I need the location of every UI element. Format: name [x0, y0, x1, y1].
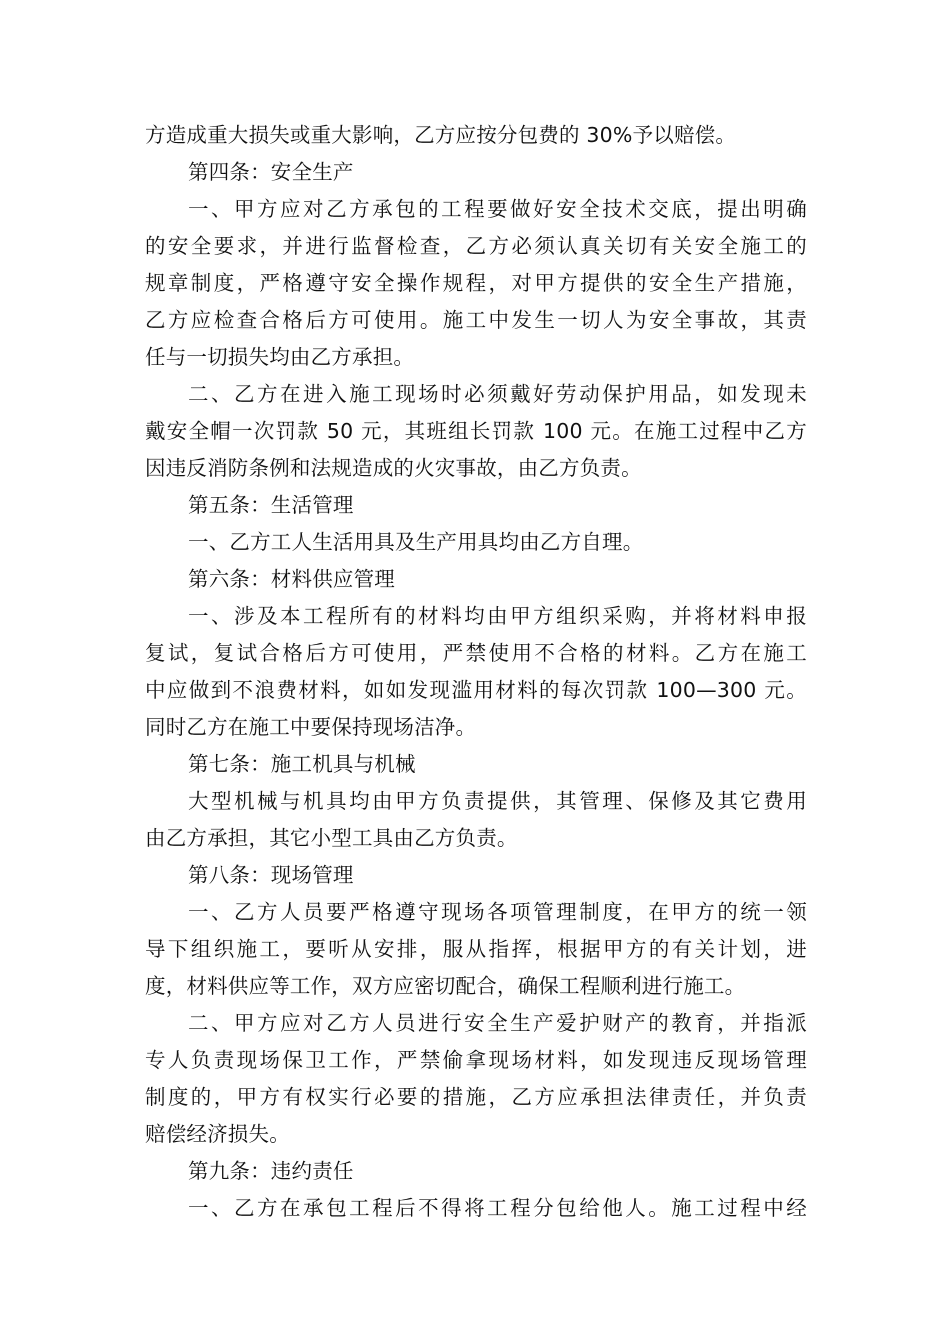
document-page [145, 117, 807, 1227]
text-line: 度，材料供应等工作，双方应密切配合，确保工程顺利进行施工。 [145, 974, 746, 998]
text-line: 第四条：安全生产 [188, 160, 354, 184]
text-line: 第六条：材料供应管理 [188, 567, 395, 591]
text-line: 大型机械与机具均由甲方负责提供，其管理、保修及其它费用 [188, 789, 807, 813]
text-line: 任与一切损失均由乙方承担。 [145, 345, 415, 369]
text-line: 导下组织施工，要听从安排，服从指挥，根据甲方的有关计划，进 [145, 937, 807, 961]
text-line: 专人负责现场保卫工作，严禁偷拿现场材料，如发现违反现场管理 [145, 1048, 807, 1072]
text-line: 同时乙方在施工中要保持现场洁净。 [145, 715, 477, 739]
text-line: 制度的，甲方有权实行必要的措施，乙方应承担法律责任，并负责 [145, 1085, 807, 1109]
text-line: 中应做到不浪费材料，如如发现滥用材料的每次罚款 100—300 元。 [145, 678, 807, 702]
text-line: 因违反消防条例和法规造成的火灾事故，由乙方负责。 [145, 456, 642, 480]
text-line: 一、甲方应对乙方承包的工程要做好安全技术交底，提出明确 [188, 197, 807, 221]
text-line: 一、乙方在承包工程后不得将工程分包给他人。施工过程中经 [188, 1196, 807, 1220]
text-line: 戴安全帽一次罚款 50 元，其班组长罚款 100 元。在施工过程中乙方 [145, 419, 807, 443]
text-line: 一、涉及本工程所有的材料均由甲方组织采购，并将材料申报 [188, 604, 807, 628]
text-line: 二、乙方在进入施工现场时必须戴好劳动保护用品，如发现未 [188, 382, 807, 406]
text-line: 一、乙方工人生活用具及生产用具均由乙方自理。 [188, 530, 644, 554]
text-line: 的安全要求，并进行监督检查，乙方必须认真关切有关安全施工的 [145, 234, 807, 258]
text-line: 复试，复试合格后方可使用，严禁使用不合格的材料。乙方在施工 [145, 641, 807, 665]
text-line: 第九条：违约责任 [188, 1159, 354, 1183]
text-line: 方造成重大损失或重大影响，乙方应按分包费的 30%予以赔偿。 [145, 123, 737, 147]
text-line: 第七条：施工机具与机械 [188, 752, 416, 776]
text-line: 第八条：现场管理 [188, 863, 354, 887]
text-line: 由乙方承担，其它小型工具由乙方负责。 [145, 826, 518, 850]
text-line: 规章制度，严格遵守安全操作规程，对甲方提供的安全生产措施， [145, 271, 807, 295]
text-line: 乙方应检查合格后方可使用。施工中发生一切人为安全事故，其责 [145, 308, 807, 332]
text-line: 第五条：生活管理 [188, 493, 354, 517]
text-line: 二、甲方应对乙方人员进行安全生产爱护财产的教育，并指派 [188, 1011, 807, 1035]
text-line: 赔偿经济损失。 [145, 1122, 290, 1146]
text-line: 一、乙方人员要严格遵守现场各项管理制度，在甲方的统一领 [188, 900, 807, 924]
